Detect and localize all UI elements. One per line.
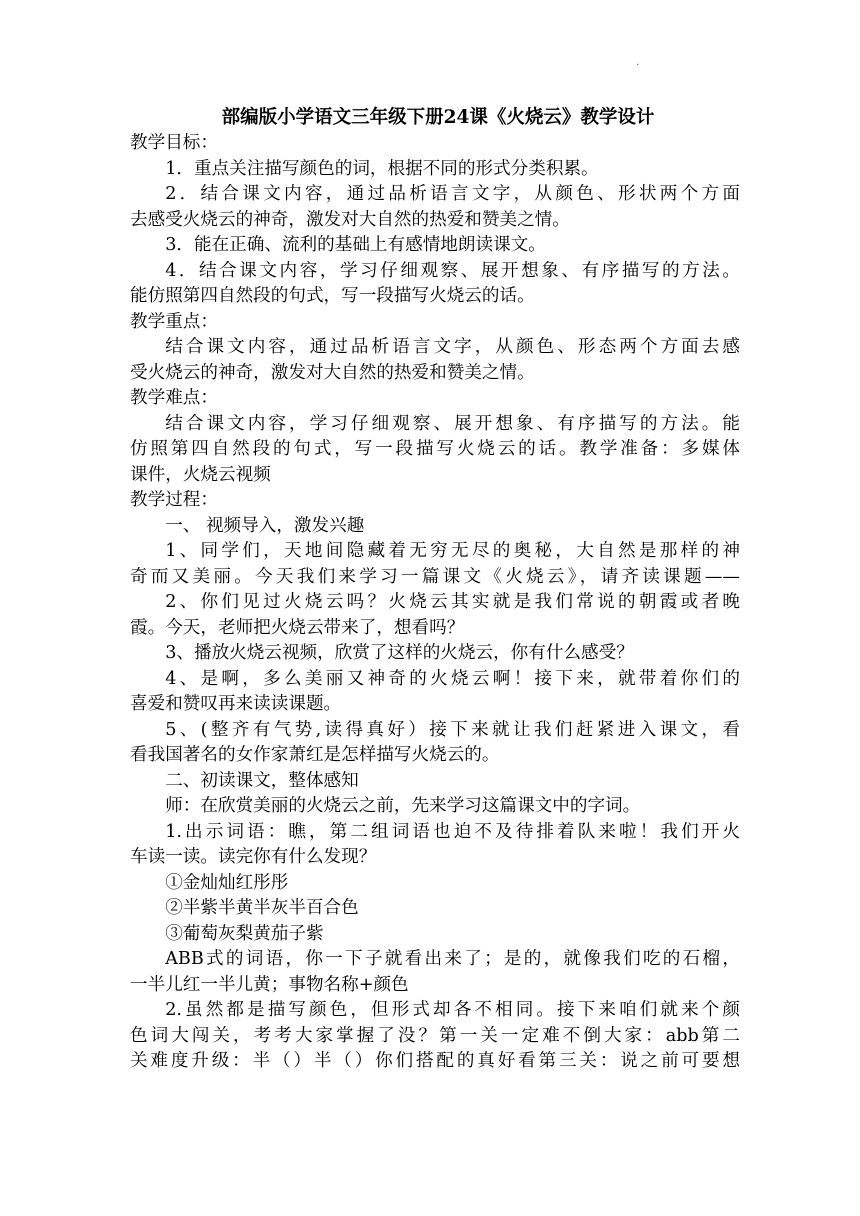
text-line: 教学目标：	[130, 133, 218, 153]
text-line: 1.出示词语：瞧，第二组词语也迫不及待排着队来啦！我们开火	[165, 821, 740, 842]
text-line: 一、 视频导入，激发兴趣	[165, 515, 365, 536]
text-line: 喜爱和赞叹再来读读课题。	[130, 694, 342, 714]
document-title: 部编版小学语文三年级下册24课《火烧云》教学设计	[221, 107, 655, 128]
text-line: 二、初读课文，整体感知	[165, 770, 359, 791]
text-line: 仿照第四自然段的句式，写一段描写火烧云的话。教学准备：多媒体	[130, 439, 740, 459]
text-line: 课件，火烧云视频	[130, 464, 271, 485]
text-line: 受火烧云的神奇，激发对大自然的热爱和赞美之情。	[130, 362, 535, 383]
text-line: 去感受火烧云的神奇，激发对大自然的热爱和赞美之情。	[130, 209, 570, 230]
text-lines	[130, 131, 740, 1075]
text-line: 师：在欣赏美丽的火烧云之前，先来学习这篇课文中的字词。	[165, 796, 641, 816]
document-body	[130, 104, 740, 1075]
header-mark: .	[636, 57, 640, 68]
text-line: 一半儿红一半儿黄；事物名称+颜色	[130, 974, 409, 995]
text-line: 1、同学们，天地间隐藏着无穷无尽的奥秘，大自然是那样的神	[165, 541, 740, 561]
text-line: 车读一读。读完你有什么发现？	[130, 847, 377, 867]
text-line: 教学过程：	[130, 490, 218, 510]
text-line: 4．结合课文内容，学习仔细观察、展开想象、有序描写的方法。	[165, 260, 740, 281]
text-line: 奇而又美丽。今天我们来学习一篇课文《火烧云》，请齐读课题——	[130, 566, 740, 587]
text-line: 关难度升级：半（）半（）你们搭配的真好看第三关：说之前可要想	[130, 1051, 740, 1071]
text-line: 2.虽然都是描写颜色，但形式却各不相同。接下来咱们就来个颜	[165, 1000, 740, 1020]
text-line: 4、是啊，多么美丽又神奇的火烧云啊！接下来，就带着你们的	[165, 668, 740, 689]
text-line: 霞。今天，老师把火烧云带来了，想看吗？	[130, 617, 465, 638]
text-line: 3．能在正确、流利的基础上有感情地朗读课文。	[165, 235, 546, 255]
text-line: 能仿照第四自然段的句式，写一段描写火烧云的话。	[130, 286, 535, 306]
text-line: 教学难点：	[130, 388, 218, 408]
text-line: 看我国著名的女作家萧红是怎样描写火烧云的。	[130, 745, 500, 765]
text-line: ABB式的词语，你一下子就看出来了；是的，就像我们吃的石榴，	[165, 949, 740, 969]
text-line: 1．重点关注描写颜色的词，根据不同的形式分类积累。	[165, 158, 599, 179]
text-line: 3、播放火烧云视频，欣赏了这样的火烧云，你有什么感受？	[165, 643, 634, 663]
text-line: 色词大闯关，考考大家掌握了没？第一关一定难不倒大家：abb第二	[130, 1025, 740, 1046]
text-line: ③葡萄灰梨黄茄子紫	[165, 923, 324, 944]
text-line: 5、(整齐有气势,读得真好）接下来就让我们赶紧进入课文，看	[165, 719, 740, 740]
text-line: 2、你们见过火烧云吗？火烧云其实就是我们常说的朝霞或者晚	[165, 592, 740, 612]
text-line: 教学重点：	[130, 311, 218, 332]
text-line: ①金灿灿红彤彤	[165, 872, 289, 893]
text-line: 结合课文内容，学习仔细观察、展开想象、有序描写的方法。能	[165, 413, 740, 434]
text-line: 结合课文内容，通过品析语言文字，从颜色、形态两个方面去感	[165, 337, 740, 357]
text-line: 2．结合课文内容，通过品析语言文字，从颜色、形状两个方面	[165, 184, 740, 204]
text-line: ②半紫半黄半灰半百合色	[165, 898, 359, 918]
